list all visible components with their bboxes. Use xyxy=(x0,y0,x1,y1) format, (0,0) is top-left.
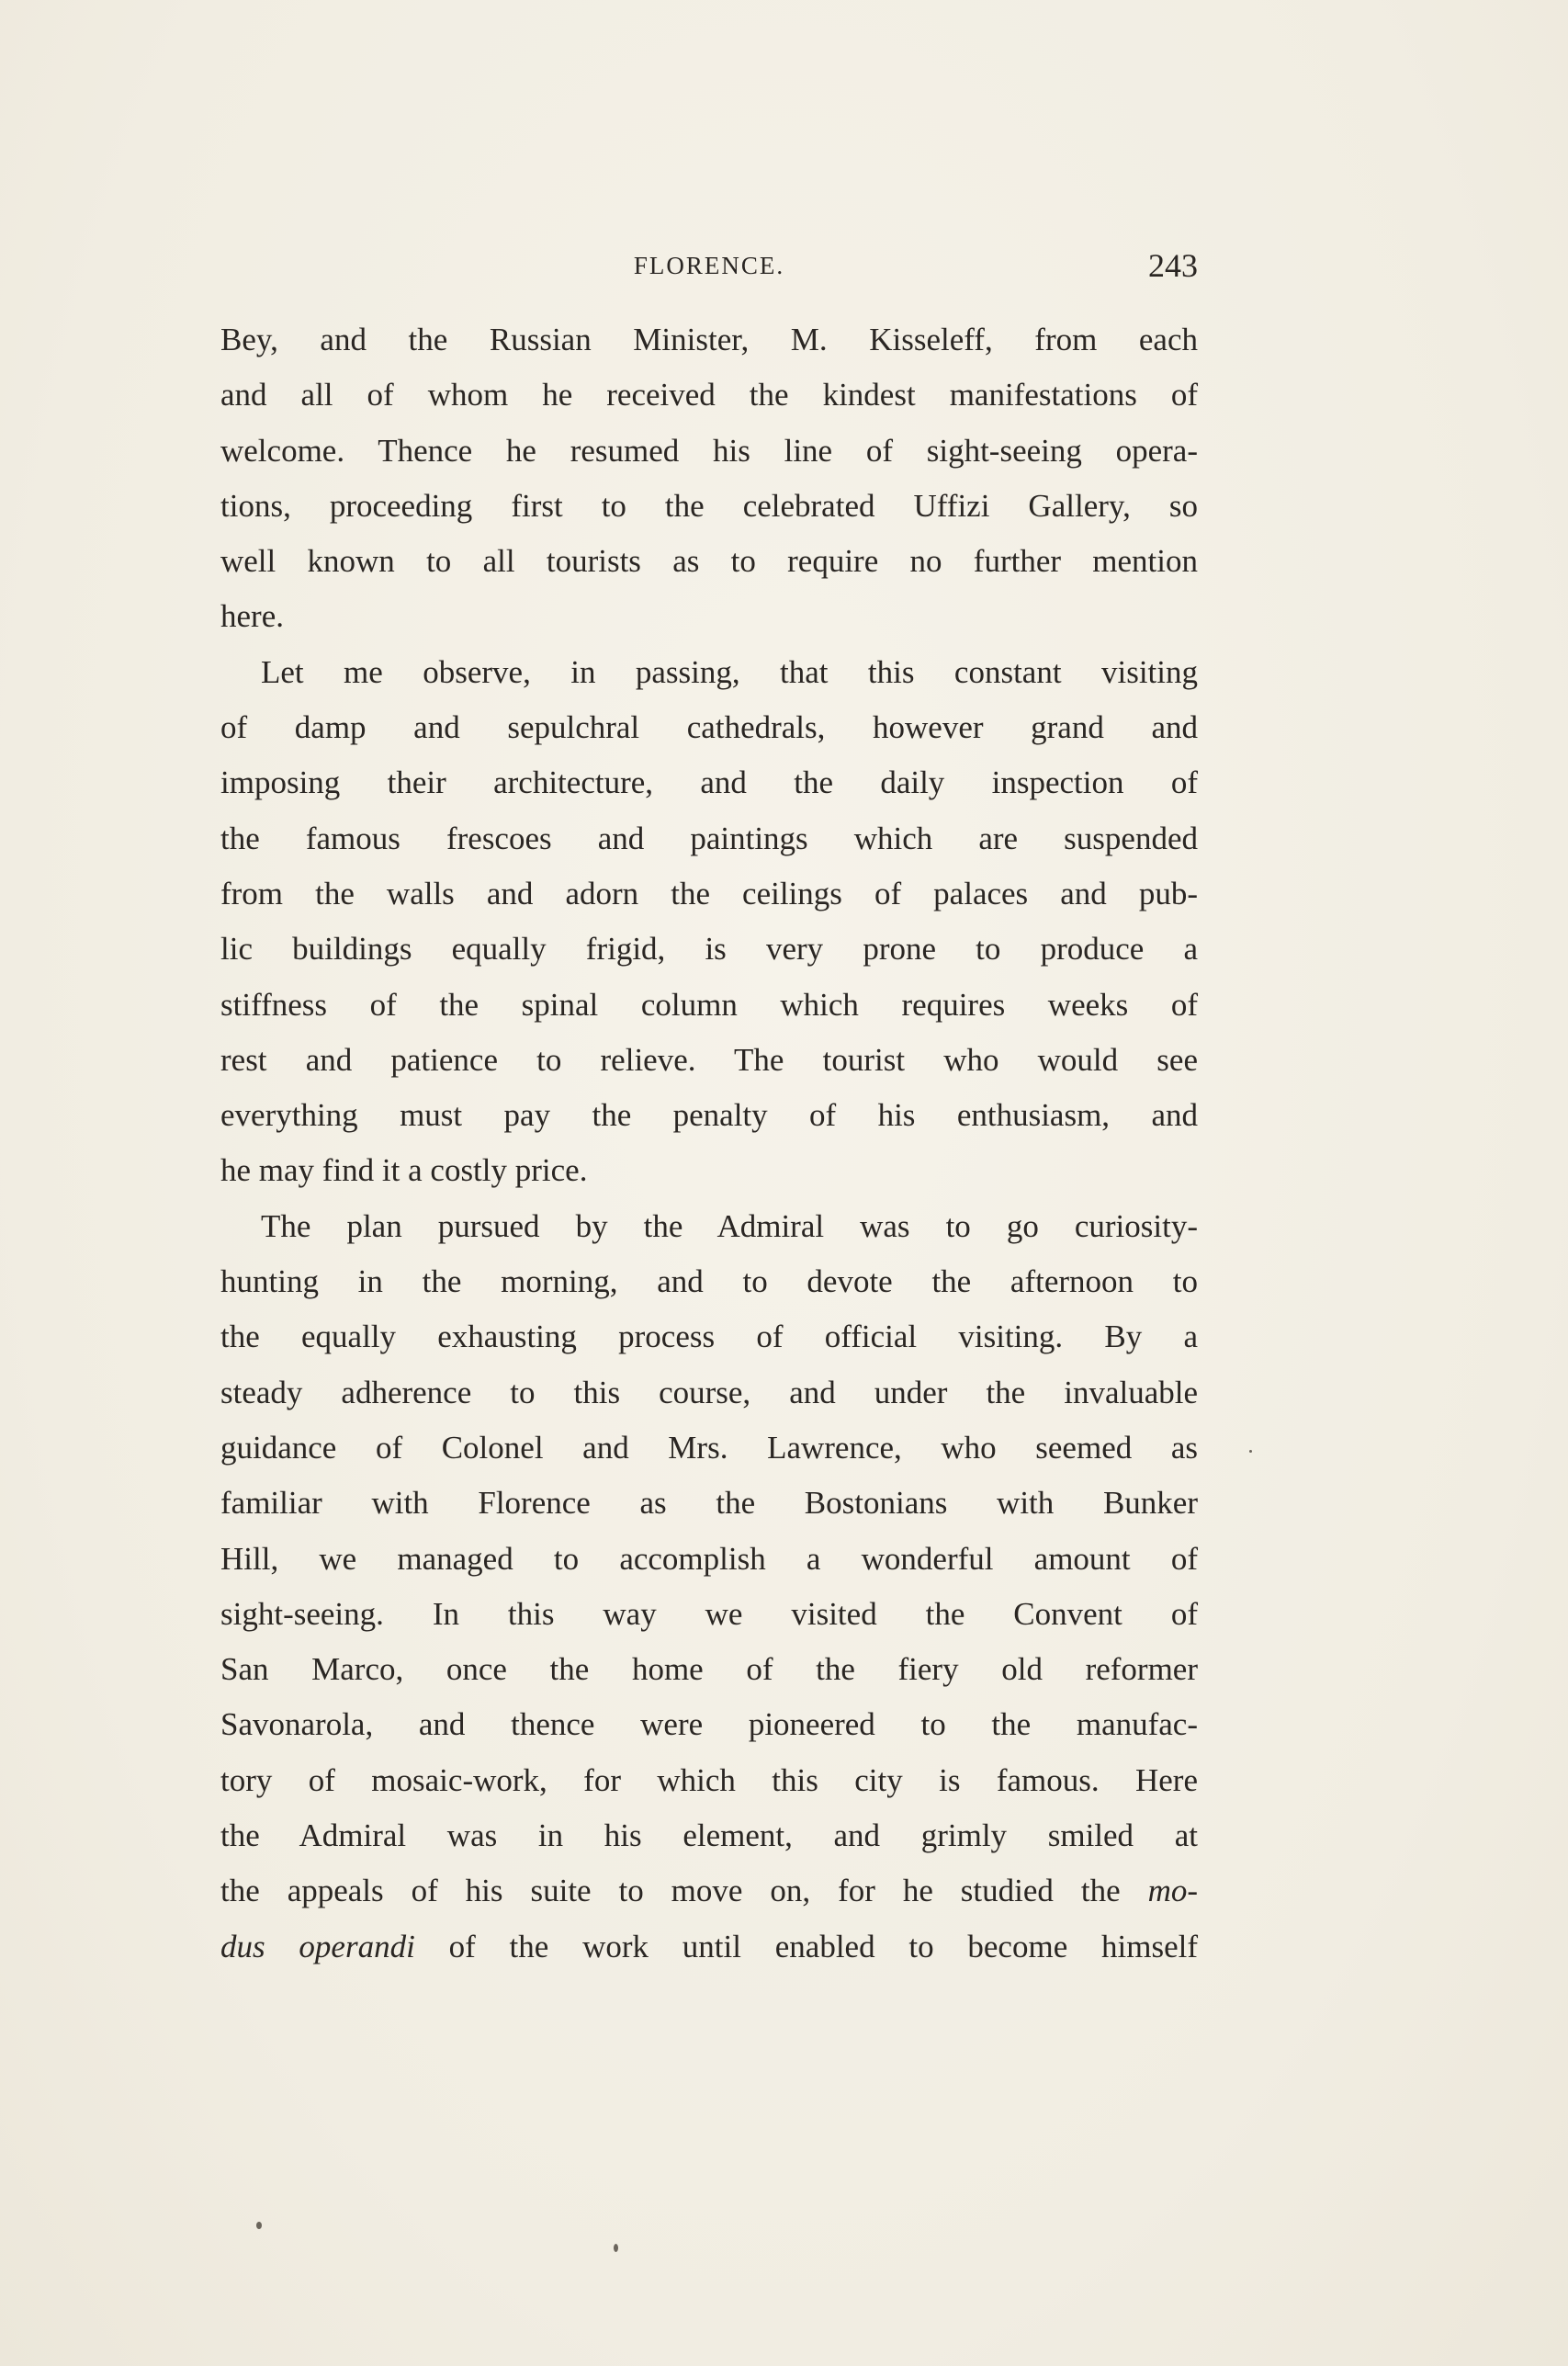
text-line: lic buildings equally frigid, is very prone to produce a xyxy=(220,931,1198,968)
text-line: tory of mosaic-work, for which this city is famous. Here xyxy=(220,1761,1198,1798)
text-line: he may find it a costly price. xyxy=(220,1152,588,1189)
text-line: stiffness of the spinal column which requires weeks of xyxy=(220,986,1198,1023)
text-line: The plan pursued by the Admiral was to go curiosity- xyxy=(261,1207,1198,1244)
page-number: 243 xyxy=(1148,247,1198,284)
text-line: welcome. Thence he resumed his line of sight-seeing opera- xyxy=(220,432,1198,469)
text-line: the equally exhausting process of official visiting. By a xyxy=(220,1319,1198,1355)
text-line: from the walls and adorn the ceilings of palaces and pub- xyxy=(220,875,1198,911)
text-line: Let me observe, in passing, that this constant visiting xyxy=(261,653,1198,690)
text-line: Bey, and the Russian Minister, M. Kisseleff, from each xyxy=(220,322,1198,357)
italic-text: dus operandi xyxy=(220,1928,415,1964)
ink-speck xyxy=(614,2244,618,2252)
text-line: familiar with Florence as the Bostonians with Bunker xyxy=(220,1485,1198,1522)
text-line: steady adherence to this course, and under the invaluable xyxy=(220,1374,1198,1410)
text-line xyxy=(220,1919,1198,1975)
running-head xyxy=(220,246,1198,283)
text-line: San Marco, once the home of the fiery old reformer xyxy=(220,1651,1198,1688)
text-line: guidance of Colonel and Mrs. Lawrence, who seemed as xyxy=(220,1429,1198,1466)
line-text: of the work until enabled to become himself xyxy=(414,1928,1198,1964)
body-text xyxy=(220,312,1198,1975)
italic-text: mo- xyxy=(1147,1873,1198,1909)
text-line: Savonarola, and thence were pioneered to the manufac- xyxy=(220,1706,1198,1743)
text-line: rest and patience to relieve. The tourist who would see xyxy=(220,1041,1198,1078)
text-line: Hill, we managed to accomplish a wonderful amount of xyxy=(220,1540,1198,1577)
ink-speck xyxy=(256,2222,262,2229)
text-line: of damp and sepulchral cathedrals, however grand and xyxy=(220,709,1198,746)
text-line: hunting in the morning, and to devote the afternoon to xyxy=(220,1263,1198,1300)
text-line: well known to all tourists as to require no further mention xyxy=(220,543,1198,580)
line-text: the appeals of his suite to move on, for he studied the xyxy=(220,1873,1148,1909)
text-line: the famous frescoes and paintings which are suspended xyxy=(220,820,1198,856)
text-line: here. xyxy=(220,598,284,635)
ink-speck xyxy=(1249,1450,1252,1453)
running-title: FLORENCE. xyxy=(633,252,785,279)
text-line: sight-seeing. In this way we visited the Convent of xyxy=(220,1595,1198,1632)
text-line: imposing their architecture, and the daily inspection of xyxy=(220,764,1198,801)
text-line: everything must pay the penalty of his enthusiasm, and xyxy=(220,1097,1198,1134)
text-line: tions, proceeding first to the celebrated Uffizi Gallery, so xyxy=(220,487,1198,524)
text-line xyxy=(220,1863,1198,1919)
text-line: the Admiral was in his element, and grimly smiled at xyxy=(220,1817,1198,1854)
text-line: and all of whom he received the kindest manifestations of xyxy=(220,377,1198,413)
